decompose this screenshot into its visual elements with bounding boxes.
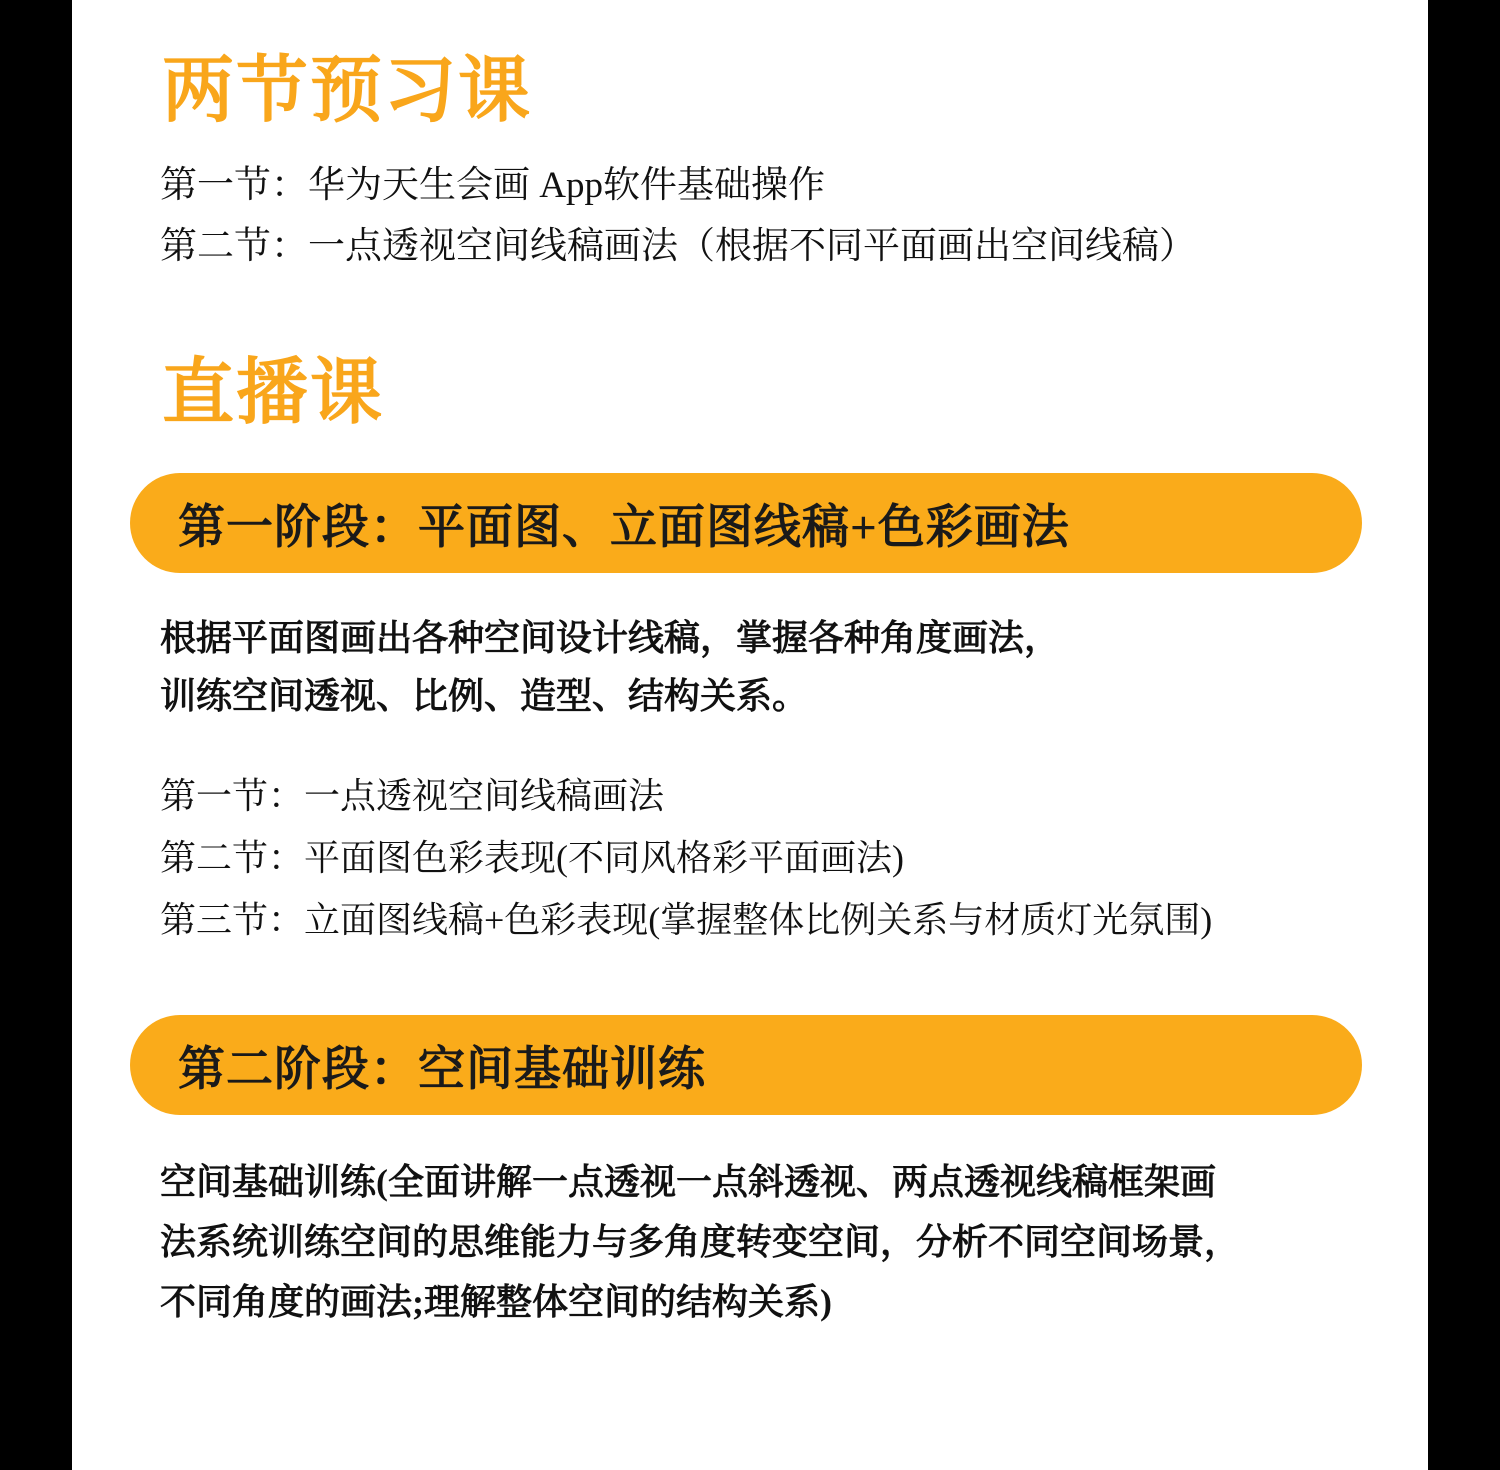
list-item: 第一节：华为天生会画 App软件基础操作 bbox=[160, 165, 825, 206]
stage-2-description bbox=[160, 1153, 1428, 1332]
stage-banner-1 bbox=[130, 473, 1362, 573]
list-item: 第二节：一点透视空间线稿画法（根据不同平面画出空间线稿） bbox=[160, 226, 1196, 268]
description-line: 根据平面图画出各种空间设计线稿，掌握各种角度画法， bbox=[160, 618, 1061, 659]
preview-lesson-list bbox=[160, 155, 1428, 277]
description-line: 法系统训练空间的思维能力与多角度转变空间，分析不同空间场景， bbox=[160, 1222, 1241, 1263]
description-line: 训练空间透视、比例、造型、结构关系。 bbox=[160, 676, 809, 717]
description-line: 不同角度的画法;理解整体空间的结构关系) bbox=[160, 1281, 832, 1322]
stage-1-description bbox=[160, 609, 1428, 726]
document-content bbox=[72, 0, 1428, 1333]
stage-banner-2-label: 第二阶段：空间基础训练 bbox=[178, 1043, 706, 1096]
section-heading-preview: 两节预习课 bbox=[162, 51, 533, 131]
stage-banner-2 bbox=[130, 1015, 1362, 1115]
description-line: 空间基础训练(全面讲解一点透视一点斜透视、两点透视线稿框架画 bbox=[160, 1162, 1216, 1203]
stage-banner-1-label: 第一阶段：平面图、立面图线稿+色彩画法 bbox=[178, 501, 1070, 554]
list-item: 第二节：平面图色彩表现(不同风格彩平面画法) bbox=[160, 837, 904, 878]
document-page bbox=[72, 0, 1428, 1470]
list-item: 第三节：立面图线稿+色彩表现(掌握整体比例关系与材质灯光氛围) bbox=[160, 899, 1213, 940]
stage-1-lesson-list bbox=[160, 766, 1428, 952]
list-item: 第一节：一点透视空间线稿画法 bbox=[160, 775, 665, 816]
section-heading-live: 直播课 bbox=[162, 353, 385, 434]
